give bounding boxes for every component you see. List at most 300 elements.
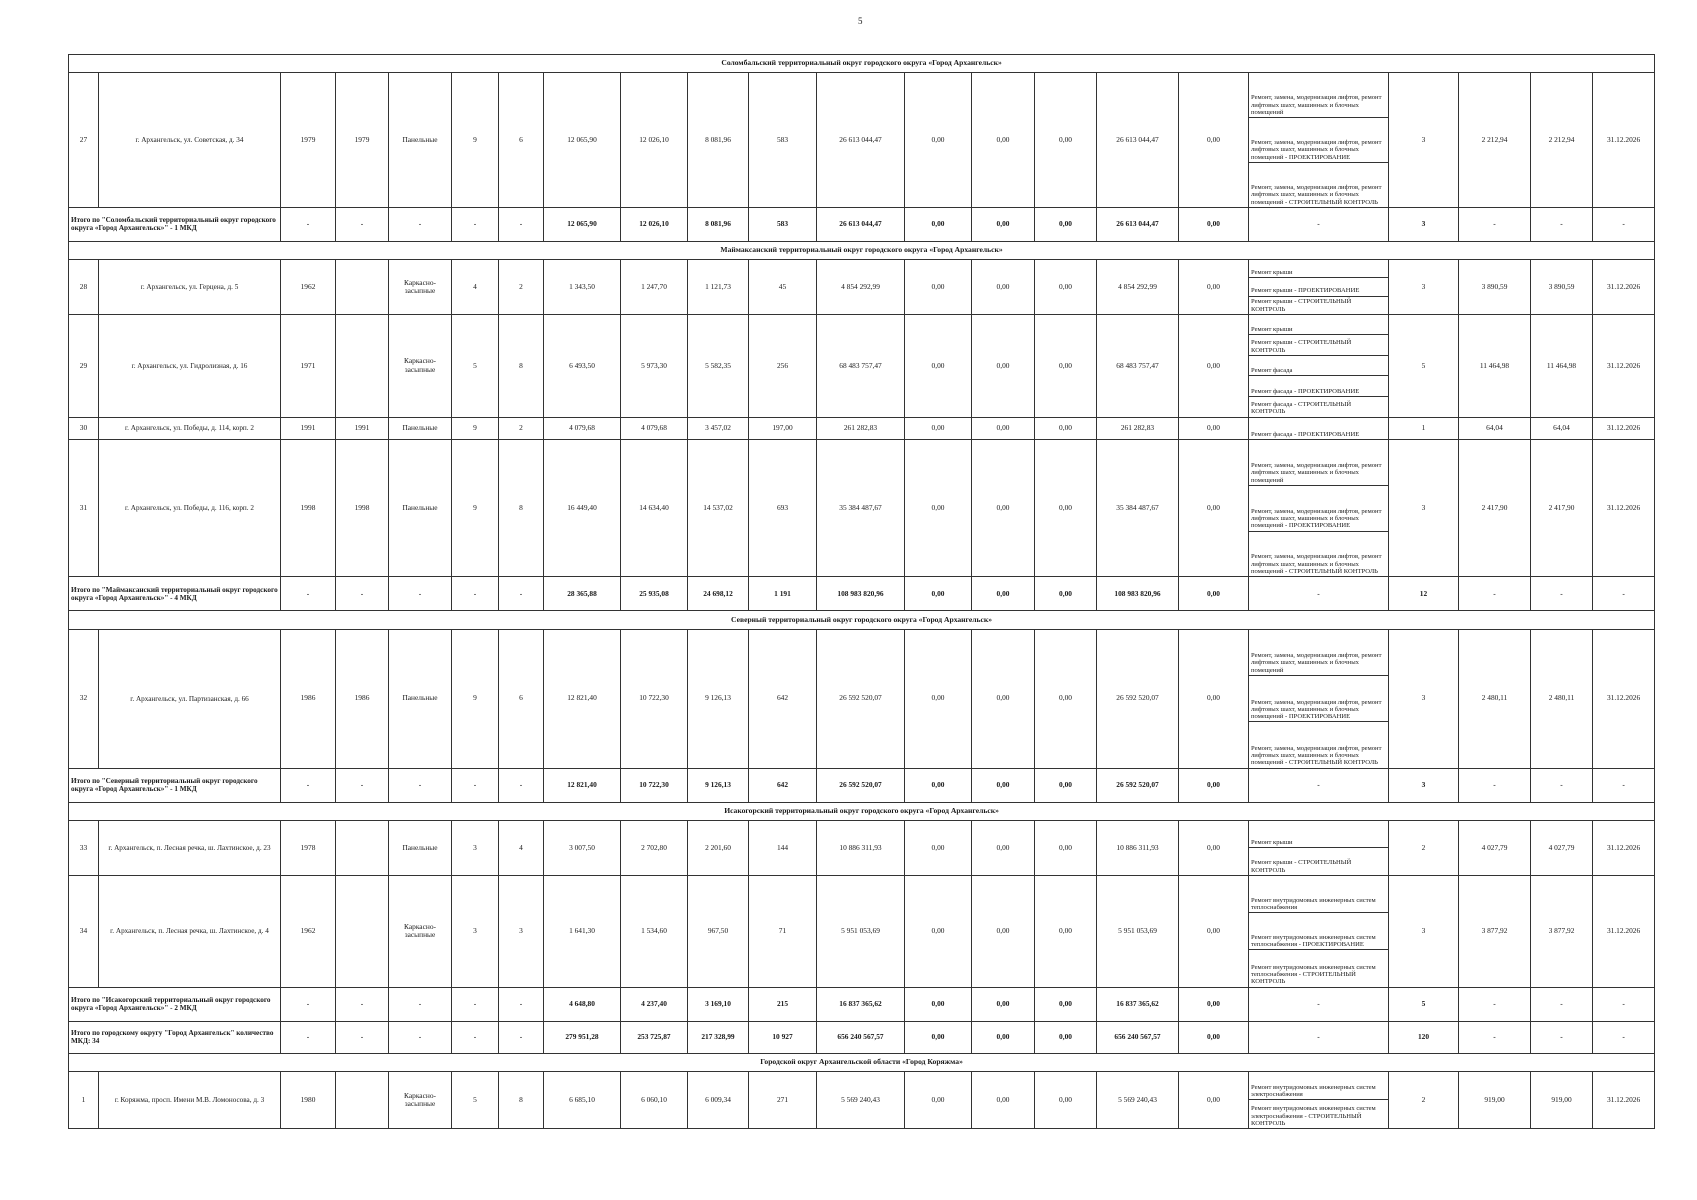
total-cost-cell: 26 592 520,07 (817, 629, 905, 768)
entrances-cell: 2 (499, 417, 544, 440)
total-dash-cell: - (452, 1021, 499, 1053)
total-dash-cell: - (1249, 987, 1389, 1021)
year-built-cell: 1962 (281, 875, 336, 987)
wall-material-cell: Панельные (389, 629, 452, 768)
total-dash-cell: - (281, 577, 336, 611)
units-cell: 3 (1389, 440, 1459, 577)
residents-cell: 144 (749, 821, 817, 876)
work-item (1249, 356, 1388, 377)
residents-cell: 10 927 (749, 1021, 817, 1053)
regional-budget-cell: 0,00 (972, 1071, 1035, 1128)
address-cell: г. Архангельск, ул. Советская, д. 34 (99, 73, 281, 208)
works-cell (1249, 440, 1389, 577)
owned-area-cell: 2 201,60 (688, 821, 749, 876)
work-item (1249, 1100, 1388, 1128)
cost-per-m2-cell: 2 212,94 (1459, 73, 1531, 208)
regional-budget-cell: 0,00 (972, 73, 1035, 208)
year-commissioned-cell: 1998 (336, 440, 389, 577)
work-item-text: Ремонт, замена, модернизация лифтов, ремонт лифтовых шахт, машинных и блочных помещений - ПРОЕКТИРОВАНИЕ (1251, 507, 1382, 530)
deadline-cell: 31.12.2026 (1593, 1071, 1655, 1128)
work-item-text: Ремонт, замена, модернизация лифтов, ремонт лифтовых шахт, машинных и блочных помещений - СТРОИТЕЛЬНЫЙ КОНТРОЛЬ (1251, 553, 1382, 575)
works-cell (1249, 73, 1389, 208)
address-cell: г. Архангельск, ул. Герцена, д. 5 (99, 260, 281, 315)
works-list (1249, 260, 1388, 314)
house-row (69, 314, 1655, 417)
residents-cell: 45 (749, 260, 817, 315)
owned-area-cell: 3 457,02 (688, 417, 749, 440)
other-funds-cell: 0,00 (1179, 875, 1249, 987)
owned-area-cell: 14 537,02 (688, 440, 749, 577)
max-cost-cell: 64,04 (1531, 417, 1593, 440)
works-list (1249, 876, 1388, 987)
total-dash-cell: - (452, 207, 499, 241)
cost-per-m2-cell: 2 480,11 (1459, 629, 1531, 768)
year-built-cell: 1998 (281, 440, 336, 577)
work-item-text: Ремонт крыши (1251, 839, 1293, 847)
total-dash-cell: - (1531, 1021, 1593, 1053)
section-header-row (69, 55, 1655, 73)
cost-per-m2-cell: 3 877,92 (1459, 875, 1531, 987)
owners-funds-cell: 108 983 820,96 (1097, 577, 1179, 611)
other-funds-cell: 0,00 (1179, 987, 1249, 1021)
row-number-cell: 34 (69, 875, 99, 987)
residential-area-cell: 25 935,08 (621, 577, 688, 611)
work-item (1249, 532, 1388, 577)
total-dash-cell: - (281, 768, 336, 802)
local-budget-cell: 0,00 (1035, 417, 1097, 440)
entrances-cell: 8 (499, 1071, 544, 1128)
local-budget-cell: 0,00 (1035, 207, 1097, 241)
local-budget-cell: 0,00 (1035, 987, 1097, 1021)
owners-funds-cell: 5 569 240,43 (1097, 1071, 1179, 1128)
address-cell: г. Архангельск, ул. Победы, д. 114, корп. 2 (99, 417, 281, 440)
max-cost-cell: 919,00 (1531, 1071, 1593, 1128)
work-item-text: Ремонт, замена, модернизация лифтов, ремонт лифтовых шахт, машинных и блочных помещений - СТРОИТЕЛЬНЫЙ КОНТРОЛЬ (1251, 184, 1382, 206)
units-cell: 3 (1389, 768, 1459, 802)
total-cost-cell: 5 951 053,69 (817, 875, 905, 987)
total-area-cell: 12 065,90 (544, 73, 621, 208)
entrances-cell: 6 (499, 629, 544, 768)
total-cost-cell: 26 613 044,47 (817, 207, 905, 241)
other-funds-cell: 0,00 (1179, 768, 1249, 802)
address-cell: г. Архангельск, ул. Победы, д. 116, корп. 2 (99, 440, 281, 577)
owned-area-cell: 8 081,96 (688, 207, 749, 241)
wall-material-cell: Каркасно-засыпные (389, 260, 452, 315)
owned-area-cell: 1 121,73 (688, 260, 749, 315)
work-item-text: Ремонт, замена, модернизация лифтов, ремонт лифтовых шахт, машинных и блочных помещений - СТРОИТЕЛЬНЫЙ КОНТРОЛЬ (1251, 744, 1382, 767)
work-item (1249, 163, 1388, 207)
section-header-row (69, 1053, 1655, 1071)
fund-support-cell: 0,00 (905, 260, 972, 315)
owned-area-cell: 967,50 (688, 875, 749, 987)
deadline-cell: 31.12.2026 (1593, 821, 1655, 876)
total-dash-cell: - (1593, 1021, 1655, 1053)
units-cell: 2 (1389, 821, 1459, 876)
works-cell (1249, 417, 1389, 440)
year-built-cell: 1962 (281, 260, 336, 315)
residential-area-cell: 5 973,30 (621, 314, 688, 417)
year-built-cell: 1991 (281, 417, 336, 440)
total-row (69, 1021, 1655, 1053)
total-cost-cell: 26 613 044,47 (817, 73, 905, 208)
work-item (1249, 722, 1388, 767)
house-row (69, 821, 1655, 876)
max-cost-cell: 3 877,92 (1531, 875, 1593, 987)
total-dash-cell: - (389, 207, 452, 241)
page-number: 5 (858, 16, 863, 26)
max-cost-cell: 2 417,90 (1531, 440, 1593, 577)
units-cell: 1 (1389, 417, 1459, 440)
work-item (1249, 1072, 1388, 1101)
floors-cell: 3 (452, 821, 499, 876)
work-item (1249, 376, 1388, 397)
max-cost-cell: 11 464,98 (1531, 314, 1593, 417)
total-dash-cell: - (281, 987, 336, 1021)
section-title: Маймаксанский территориальный округ городского округа «Город Архангельск» (69, 241, 1655, 259)
fund-support-cell: 0,00 (905, 1021, 972, 1053)
house-row (69, 260, 1655, 315)
other-funds-cell: 0,00 (1179, 577, 1249, 611)
other-funds-cell: 0,00 (1179, 73, 1249, 208)
fund-support-cell: 0,00 (905, 207, 972, 241)
residential-area-cell: 2 702,80 (621, 821, 688, 876)
residents-cell: 583 (749, 207, 817, 241)
floors-cell: 3 (452, 875, 499, 987)
owners-funds-cell: 68 483 757,47 (1097, 314, 1179, 417)
total-cost-cell: 35 384 487,67 (817, 440, 905, 577)
max-cost-cell: 2 480,11 (1531, 629, 1593, 768)
owners-funds-cell: 16 837 365,62 (1097, 987, 1179, 1021)
entrances-cell: 8 (499, 314, 544, 417)
work-item (1249, 73, 1388, 118)
house-row (69, 417, 1655, 440)
total-cost-cell: 16 837 365,62 (817, 987, 905, 1021)
total-row (69, 207, 1655, 241)
work-item-text: Ремонт крыши (1251, 326, 1293, 334)
work-item-text: Ремонт фасада - ПРОЕКТИРОВАНИЕ (1251, 431, 1360, 439)
cost-per-m2-cell: 11 464,98 (1459, 314, 1531, 417)
residential-area-cell: 253 725,87 (621, 1021, 688, 1053)
work-item (1249, 630, 1388, 676)
wall-material-cell: Панельные (389, 440, 452, 577)
residents-cell: 271 (749, 1071, 817, 1128)
regional-budget-cell: 0,00 (972, 821, 1035, 876)
other-funds-cell: 0,00 (1179, 629, 1249, 768)
entrances-cell: 8 (499, 440, 544, 577)
residential-area-cell: 10 722,30 (621, 768, 688, 802)
floors-cell: 5 (452, 1071, 499, 1128)
units-cell: 3 (1389, 260, 1459, 315)
total-dash-cell: - (389, 1021, 452, 1053)
total-label: Итого по "Соломбальский территориальный округ городского округа «Город Архангельск»" - 1 МКД (69, 207, 281, 241)
cost-per-m2-cell: 4 027,79 (1459, 821, 1531, 876)
residents-cell: 256 (749, 314, 817, 417)
row-number-cell: 27 (69, 73, 99, 208)
section-title: Городской округ Архангельской области «Город Коряжма» (69, 1053, 1655, 1071)
floors-cell: 4 (452, 260, 499, 315)
max-cost-cell: 3 890,59 (1531, 260, 1593, 315)
total-dash-cell: - (336, 207, 389, 241)
work-item-text: Ремонт внутридомовых инженерных систем теплоснабжения (1251, 896, 1376, 911)
residential-area-cell: 10 722,30 (621, 629, 688, 768)
work-item-text: Ремонт, замена, модернизация лифтов, ремонт лифтовых шахт, машинных и блочных помещений (1251, 462, 1382, 484)
residential-area-cell: 1 247,70 (621, 260, 688, 315)
entrances-cell: 3 (499, 875, 544, 987)
work-item (1249, 440, 1388, 486)
regional-budget-cell: 0,00 (972, 440, 1035, 577)
works-list (1249, 315, 1388, 417)
address-cell: г. Коряжма, просп. Имени М.В. Ломоносова, д. 3 (99, 1071, 281, 1128)
other-funds-cell: 0,00 (1179, 314, 1249, 417)
address-cell: г. Архангельск, п. Лесная речка, ш. Лахтинское, д. 23 (99, 821, 281, 876)
work-item-text: Ремонт внутридомовых инженерных систем теплоснабжения - СТРОИТЕЛЬНЫЙ КОНТРОЛЬ (1251, 963, 1376, 986)
works-list (1249, 1072, 1388, 1128)
cost-per-m2-cell: 64,04 (1459, 417, 1531, 440)
work-item (1249, 397, 1388, 417)
work-item-text: Ремонт крыши (1251, 269, 1293, 277)
residential-area-cell: 4 079,68 (621, 417, 688, 440)
year-built-cell: 1978 (281, 821, 336, 876)
total-dash-cell: - (452, 577, 499, 611)
row-number-cell: 31 (69, 440, 99, 577)
owners-funds-cell: 261 282,83 (1097, 417, 1179, 440)
owners-funds-cell: 26 613 044,47 (1097, 73, 1179, 208)
total-dash-cell: - (336, 987, 389, 1021)
work-item (1249, 260, 1388, 278)
year-built-cell: 1979 (281, 73, 336, 208)
row-number-cell: 32 (69, 629, 99, 768)
section-header-row (69, 611, 1655, 629)
total-dash-cell: - (389, 768, 452, 802)
owned-area-cell: 3 169,10 (688, 987, 749, 1021)
units-cell: 3 (1389, 875, 1459, 987)
total-dash-cell: - (1459, 768, 1531, 802)
capital-repair-table (68, 54, 1655, 1129)
total-area-cell: 12 821,40 (544, 768, 621, 802)
total-dash-cell: - (452, 768, 499, 802)
other-funds-cell: 0,00 (1179, 1071, 1249, 1128)
work-item (1249, 118, 1388, 163)
regional-budget-cell: 0,00 (972, 260, 1035, 315)
total-row (69, 577, 1655, 611)
work-item-text: Ремонт внутридомовых инженерных систем электроснабжения - СТРОИТЕЛЬНЫЙ КОНТРОЛЬ (1251, 1105, 1376, 1127)
owners-funds-cell: 26 592 520,07 (1097, 768, 1179, 802)
total-cost-cell: 261 282,83 (817, 417, 905, 440)
other-funds-cell: 0,00 (1179, 260, 1249, 315)
total-dash-cell: - (1249, 1021, 1389, 1053)
regional-budget-cell: 0,00 (972, 1021, 1035, 1053)
other-funds-cell: 0,00 (1179, 440, 1249, 577)
total-area-cell: 3 007,50 (544, 821, 621, 876)
units-cell: 5 (1389, 314, 1459, 417)
year-commissioned-cell (336, 314, 389, 417)
owned-area-cell: 217 328,99 (688, 1021, 749, 1053)
max-cost-cell: 2 212,94 (1531, 73, 1593, 208)
total-dash-cell: - (1459, 987, 1531, 1021)
total-label: Итого по "Исакогорский территориальный округ городского округа «Город Архангельск»" - 2 МКД (69, 987, 281, 1021)
work-item-text: Ремонт внутридомовых инженерных систем электроснабжения (1251, 1083, 1376, 1099)
wall-material-cell: Каркасно-засыпные (389, 1071, 452, 1128)
total-area-cell: 16 449,40 (544, 440, 621, 577)
total-dash-cell: - (1459, 1021, 1531, 1053)
fund-support-cell: 0,00 (905, 73, 972, 208)
units-cell: 120 (1389, 1021, 1459, 1053)
residential-area-cell: 4 237,40 (621, 987, 688, 1021)
total-label: Итого по "Маймаксанский территориальный округ городского округа «Город Архангельск»" - 4 МКД (69, 577, 281, 611)
units-cell: 12 (1389, 577, 1459, 611)
residential-area-cell: 12 026,10 (621, 73, 688, 208)
total-dash-cell: - (389, 987, 452, 1021)
total-cost-cell: 10 886 311,93 (817, 821, 905, 876)
regional-budget-cell: 0,00 (972, 314, 1035, 417)
section-title: Соломбальский территориальный округ городского округа «Город Архангельск» (69, 55, 1655, 73)
works-list (1249, 821, 1388, 875)
total-dash-cell: - (1531, 577, 1593, 611)
row-number-cell: 29 (69, 314, 99, 417)
work-item (1249, 418, 1388, 440)
fund-support-cell: 0,00 (905, 821, 972, 876)
residents-cell: 642 (749, 629, 817, 768)
other-funds-cell: 0,00 (1179, 821, 1249, 876)
residential-area-cell: 14 634,40 (621, 440, 688, 577)
owned-area-cell: 5 582,35 (688, 314, 749, 417)
section-header-row (69, 802, 1655, 820)
year-commissioned-cell: 1986 (336, 629, 389, 768)
total-dash-cell: - (499, 987, 544, 1021)
total-dash-cell: - (336, 1021, 389, 1053)
owners-funds-cell: 5 951 053,69 (1097, 875, 1179, 987)
total-area-cell: 12 821,40 (544, 629, 621, 768)
local-budget-cell: 0,00 (1035, 875, 1097, 987)
local-budget-cell: 0,00 (1035, 440, 1097, 577)
work-item (1249, 848, 1388, 874)
row-number-cell: 28 (69, 260, 99, 315)
total-dash-cell: - (336, 768, 389, 802)
total-dash-cell: - (281, 207, 336, 241)
deadline-cell: 31.12.2026 (1593, 73, 1655, 208)
total-cost-cell: 26 592 520,07 (817, 768, 905, 802)
entrances-cell: 6 (499, 73, 544, 208)
residential-area-cell: 6 060,10 (621, 1071, 688, 1128)
work-item-text: Ремонт фасада - ПРОЕКТИРОВАНИЕ (1251, 387, 1360, 395)
residential-area-cell: 1 534,60 (621, 875, 688, 987)
total-label: Итого по "Северный территориальный округ городского округа «Город Архангельск»" - 1 МКД (69, 768, 281, 802)
local-budget-cell: 0,00 (1035, 73, 1097, 208)
floors-cell: 9 (452, 73, 499, 208)
entrances-cell: 4 (499, 821, 544, 876)
works-cell (1249, 629, 1389, 768)
owned-area-cell: 9 126,13 (688, 629, 749, 768)
year-commissioned-cell: 1991 (336, 417, 389, 440)
total-cost-cell: 108 983 820,96 (817, 577, 905, 611)
total-area-cell: 279 951,28 (544, 1021, 621, 1053)
owners-funds-cell: 26 613 044,47 (1097, 207, 1179, 241)
total-cost-cell: 4 854 292,99 (817, 260, 905, 315)
address-cell: г. Архангельск, ул. Гидролизная, д. 16 (99, 314, 281, 417)
local-budget-cell: 0,00 (1035, 314, 1097, 417)
work-item-text: Ремонт крыши - СТРОИТЕЛЬНЫЙ КОНТРОЛЬ (1251, 859, 1352, 874)
owned-area-cell: 8 081,96 (688, 73, 749, 208)
deadline-cell: 31.12.2026 (1593, 629, 1655, 768)
total-area-cell: 12 065,90 (544, 207, 621, 241)
work-item-text: Ремонт, замена, модернизация лифтов, ремонт лифтовых шахт, машинных и блочных помещений (1251, 652, 1382, 674)
units-cell: 2 (1389, 1071, 1459, 1128)
local-budget-cell: 0,00 (1035, 1071, 1097, 1128)
total-dash-cell: - (1593, 768, 1655, 802)
house-row (69, 73, 1655, 208)
fund-support-cell: 0,00 (905, 768, 972, 802)
total-dash-cell: - (499, 768, 544, 802)
total-dash-cell: - (1249, 768, 1389, 802)
other-funds-cell: 0,00 (1179, 417, 1249, 440)
owned-area-cell: 6 009,34 (688, 1071, 749, 1128)
year-built-cell: 1971 (281, 314, 336, 417)
max-cost-cell: 4 027,79 (1531, 821, 1593, 876)
total-dash-cell: - (1459, 207, 1531, 241)
works-cell (1249, 260, 1389, 315)
work-item-text: Ремонт крыши - СТРОИТЕЛЬНЫЙ КОНТРОЛЬ (1251, 339, 1352, 354)
fund-support-cell: 0,00 (905, 875, 972, 987)
year-built-cell: 1980 (281, 1071, 336, 1128)
fund-support-cell: 0,00 (905, 987, 972, 1021)
works-list (1249, 73, 1388, 207)
units-cell: 5 (1389, 987, 1459, 1021)
total-area-cell: 1 343,50 (544, 260, 621, 315)
work-item (1249, 297, 1388, 314)
total-row (69, 768, 1655, 802)
work-item (1249, 913, 1388, 950)
fund-support-cell: 0,00 (905, 629, 972, 768)
total-dash-cell: - (1459, 577, 1531, 611)
wall-material-cell: Панельные (389, 417, 452, 440)
total-cost-cell: 68 483 757,47 (817, 314, 905, 417)
floors-cell: 9 (452, 629, 499, 768)
total-dash-cell: - (1593, 577, 1655, 611)
wall-material-cell: Панельные (389, 821, 452, 876)
residents-cell: 642 (749, 768, 817, 802)
floors-cell: 5 (452, 314, 499, 417)
wall-material-cell: Каркасно-засыпные (389, 875, 452, 987)
works-list (1249, 440, 1388, 576)
total-dash-cell: - (1593, 207, 1655, 241)
work-item (1249, 278, 1388, 296)
total-dash-cell: - (499, 1021, 544, 1053)
deadline-cell: 31.12.2026 (1593, 260, 1655, 315)
section-header-row (69, 241, 1655, 259)
house-row (69, 875, 1655, 987)
residents-cell: 215 (749, 987, 817, 1021)
row-number-cell: 33 (69, 821, 99, 876)
work-item-text: Ремонт фасада - СТРОИТЕЛЬНЫЙ КОНТРОЛЬ (1251, 401, 1352, 416)
year-commissioned-cell (336, 875, 389, 987)
total-dash-cell: - (499, 207, 544, 241)
floors-cell: 9 (452, 417, 499, 440)
units-cell: 3 (1389, 73, 1459, 208)
local-budget-cell: 0,00 (1035, 260, 1097, 315)
regional-budget-cell: 0,00 (972, 577, 1035, 611)
owners-funds-cell: 26 592 520,07 (1097, 629, 1179, 768)
address-cell: г. Архангельск, ул. Партизанская, д. 66 (99, 629, 281, 768)
house-row (69, 440, 1655, 577)
total-dash-cell: - (336, 577, 389, 611)
total-dash-cell: - (281, 1021, 336, 1053)
total-cost-cell: 656 240 567,57 (817, 1021, 905, 1053)
floors-cell: 9 (452, 440, 499, 577)
total-dash-cell: - (389, 577, 452, 611)
total-cost-cell: 5 569 240,43 (817, 1071, 905, 1128)
year-commissioned-cell (336, 260, 389, 315)
work-item (1249, 876, 1388, 913)
